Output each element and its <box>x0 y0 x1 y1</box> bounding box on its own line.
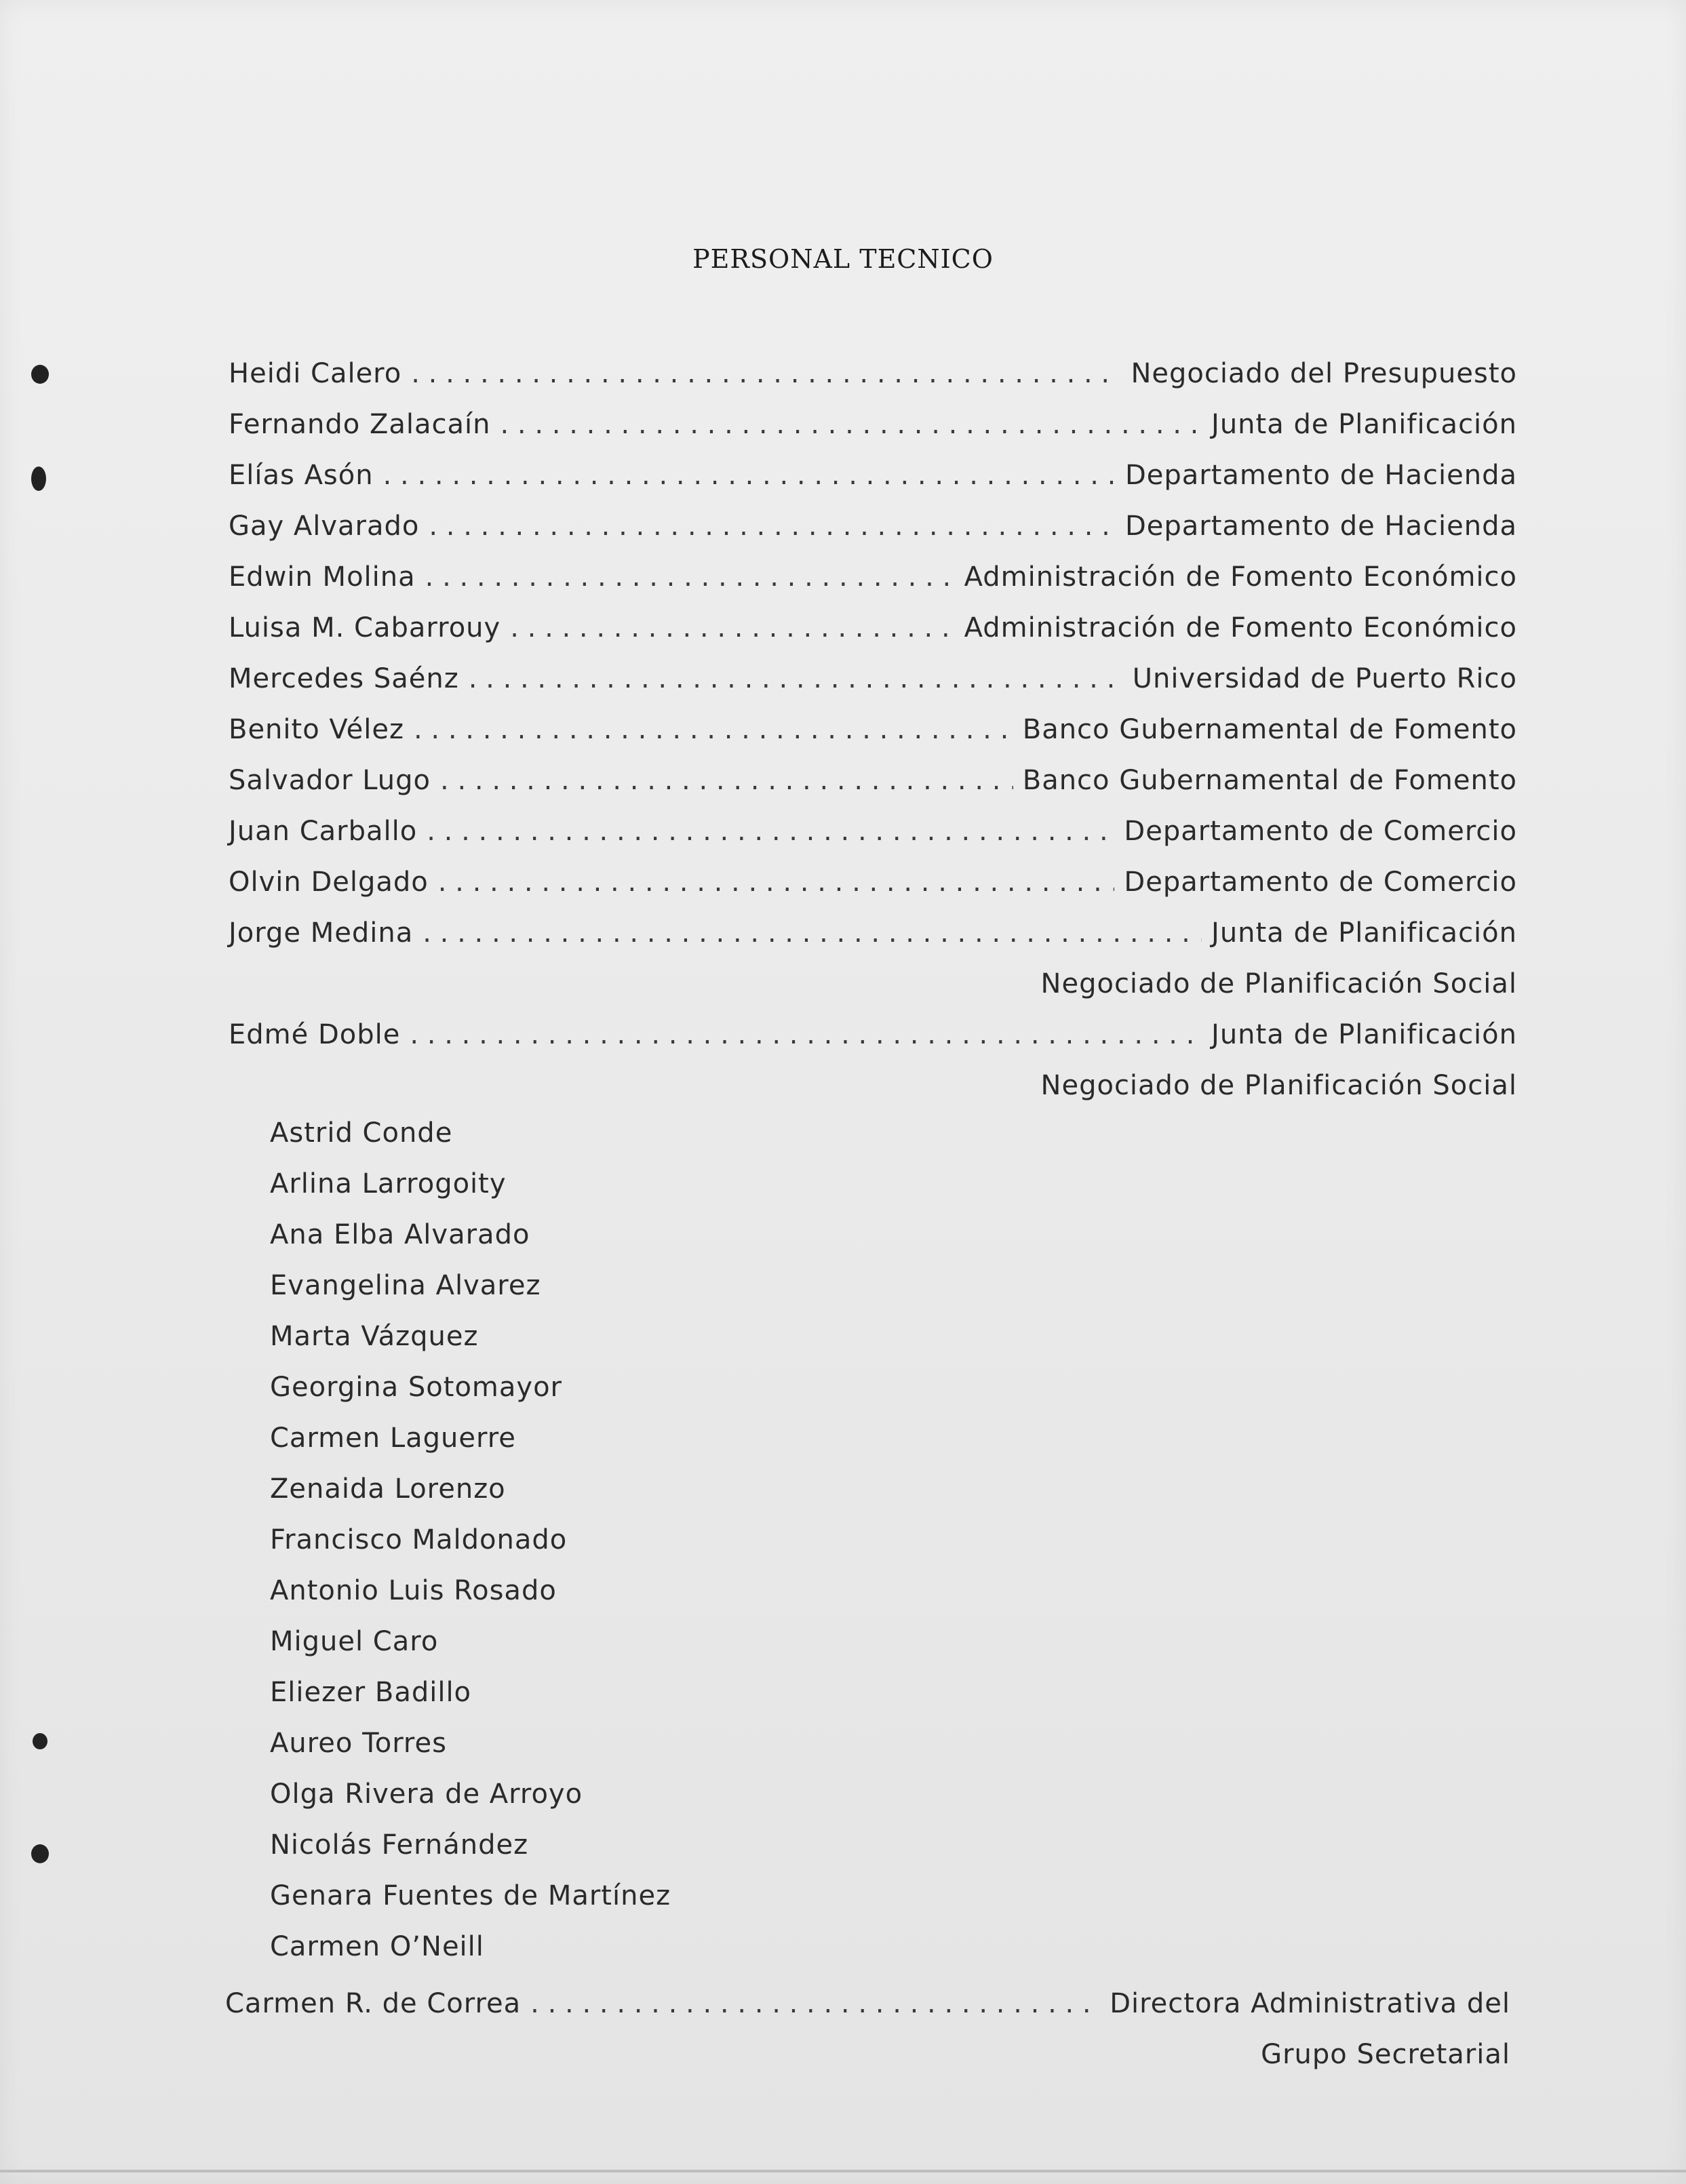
person-name: Benito Vélez <box>229 714 404 745</box>
staff-name: Miguel Caro <box>270 1626 439 1657</box>
dot-leader <box>530 1988 1100 2019</box>
staff-name: Nicolás Fernández <box>270 1829 529 1861</box>
dot-leader <box>425 561 955 593</box>
punch-hole <box>31 1844 49 1863</box>
staff-name: Genara Fuentes de Martínez <box>270 1880 671 1911</box>
personnel-entry <box>229 409 1517 460</box>
personnel-entry <box>229 917 1517 968</box>
staff-name: Olga Rivera de Arroyo <box>270 1779 583 1810</box>
dot-leader <box>423 917 1202 949</box>
institution-name: Banco Gubernamental de Fomento <box>1022 714 1517 745</box>
person-name: Edmé Doble <box>229 1019 401 1050</box>
staff-name: Carmen Laguerre <box>270 1423 516 1454</box>
personnel-list <box>229 358 1517 1121</box>
institution-name: Departamento de Hacienda <box>1124 511 1517 542</box>
staff-name: Astrid Conde <box>270 1117 453 1149</box>
staff-name: Evangelina Alvarez <box>270 1270 541 1301</box>
institution-subline: Grupo Secretarial <box>1261 2039 1510 2070</box>
dot-leader <box>469 663 1123 694</box>
person-name: Luisa M. Cabarrouy <box>229 612 501 643</box>
institution-name: Administración de Fomento Económico <box>964 612 1517 643</box>
staff-name: Francisco Maldonado <box>270 1524 568 1555</box>
person-name: Heidi Calero <box>229 358 402 389</box>
institution-name: Junta de Planificación <box>1211 1019 1517 1050</box>
personnel-entry <box>229 561 1517 612</box>
dot-leader <box>500 409 1202 440</box>
staff-name: Arlina Larrogoity <box>270 1168 507 1199</box>
personnel-entry <box>229 460 1517 511</box>
dot-leader <box>383 460 1116 491</box>
personnel-entry <box>225 1988 1510 2039</box>
staff-name: Carmen O’Neill <box>270 1931 484 1962</box>
person-name: Olvin Delgado <box>229 867 429 898</box>
personnel-entry <box>229 765 1517 816</box>
person-name: Fernando Zalacaín <box>229 409 491 440</box>
institution-name: Banco Gubernamental de Fomento <box>1022 765 1517 796</box>
dot-leader <box>411 358 1121 389</box>
person-name: Elías Asón <box>229 460 374 491</box>
punch-hole <box>33 1733 47 1749</box>
institution-name: Junta de Planificación <box>1211 917 1517 949</box>
dot-leader <box>510 612 954 643</box>
institution-name: Departamento de Comercio <box>1124 816 1517 847</box>
page-title: PERSONAL TECNICO <box>692 244 994 274</box>
staff-name: Aureo Torres <box>270 1728 447 1759</box>
dot-leader <box>427 816 1114 847</box>
staff-name: Ana Elba Alvarado <box>270 1219 530 1250</box>
institution-name: Departamento de Hacienda <box>1124 460 1517 491</box>
dot-leader <box>414 714 1013 745</box>
dot-leader <box>438 867 1115 898</box>
person-name: Salvador Lugo <box>229 765 431 796</box>
staff-name: Antonio Luis Rosado <box>270 1575 557 1606</box>
staff-name: Eliezer Badillo <box>270 1677 472 1708</box>
person-name: Juan Carballo <box>229 816 418 847</box>
person-name: Gay Alvarado <box>229 511 420 542</box>
personnel-entry <box>229 612 1517 663</box>
dot-leader <box>410 1019 1202 1050</box>
personnel-entry <box>229 1019 1517 1070</box>
personnel-entry <box>229 867 1517 917</box>
institution-subline: Negociado de Planificación Social <box>1040 1070 1517 1101</box>
punch-hole <box>31 466 46 491</box>
personnel-entry <box>229 358 1517 409</box>
person-name: Carmen R. de Correa <box>225 1988 522 2019</box>
punch-hole <box>31 365 49 384</box>
personnel-entry <box>229 816 1517 867</box>
staff-name: Georgina Sotomayor <box>270 1372 562 1403</box>
staff-list <box>270 1117 671 1982</box>
institution-name: Administración de Fomento Económico <box>964 561 1517 593</box>
staff-name: Zenaida Lorenzo <box>270 1473 506 1505</box>
personnel-entry <box>229 663 1517 714</box>
dot-leader <box>440 765 1013 796</box>
institution-name: Junta de Planificación <box>1211 409 1517 440</box>
personnel-entry <box>229 511 1517 561</box>
institution-name: Negociado del Presupuesto <box>1131 358 1517 389</box>
personnel-entry <box>229 714 1517 765</box>
institution-name: Departamento de Comercio <box>1124 867 1517 898</box>
administrative-director-entry <box>225 1988 1510 2090</box>
dot-leader <box>429 511 1116 542</box>
person-name: Jorge Medina <box>229 917 414 949</box>
institution-name: Directora Administrativa del <box>1110 1988 1510 2019</box>
person-name: Mercedes Saénz <box>229 663 459 694</box>
staff-name: Marta Vázquez <box>270 1321 479 1352</box>
page-bottom-edge <box>0 2170 1686 2172</box>
institution-subline: Negociado de Planificación Social <box>1040 968 1517 999</box>
institution-name: Universidad de Puerto Rico <box>1132 663 1517 694</box>
person-name: Edwin Molina <box>229 561 416 593</box>
